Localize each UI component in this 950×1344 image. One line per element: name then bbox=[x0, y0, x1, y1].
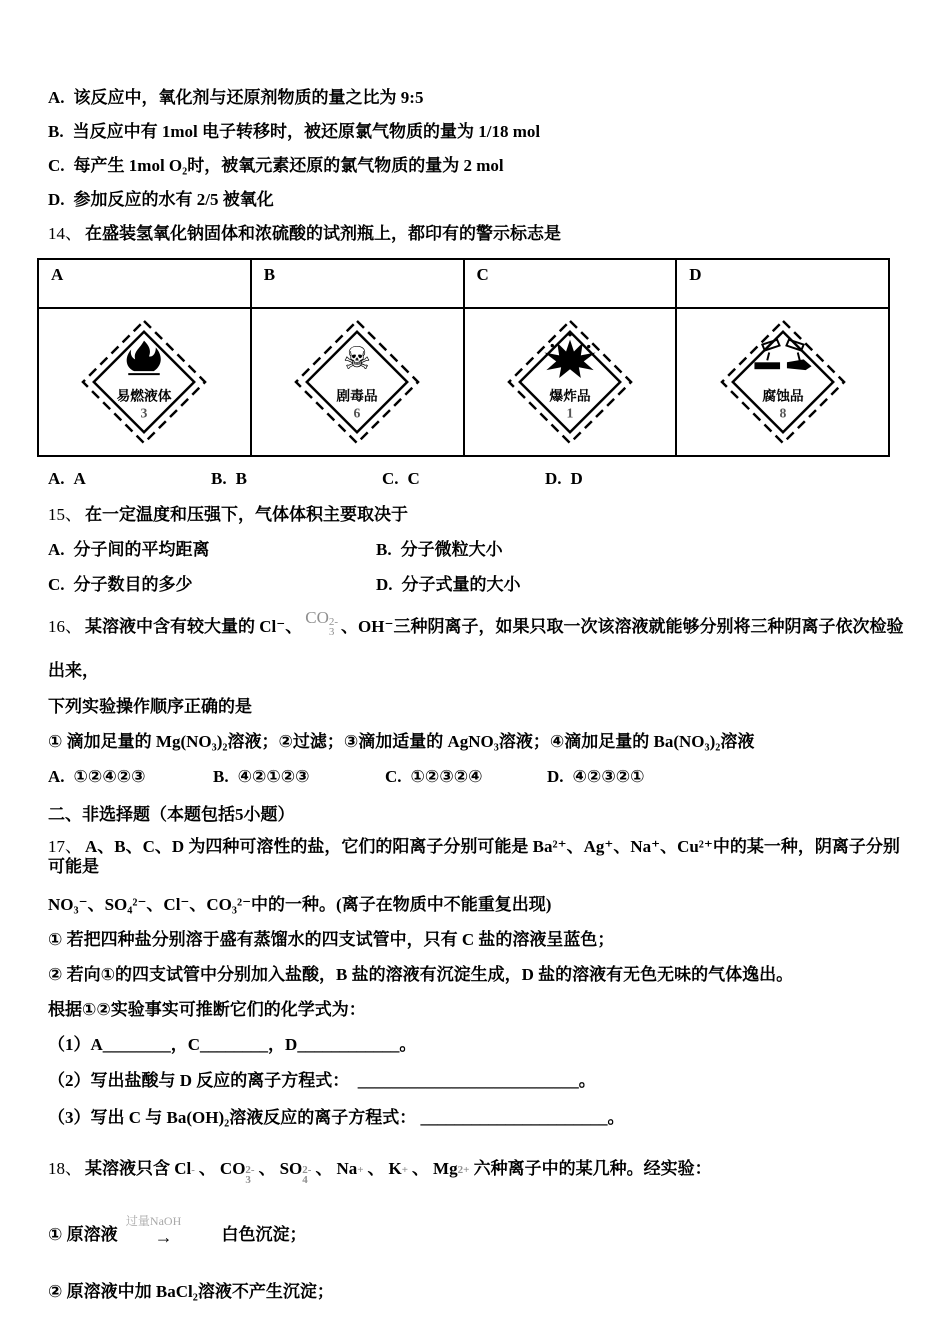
hazard-label-text: 腐蚀品 bbox=[761, 388, 804, 404]
question-text: A、B、C、D 为四种可溶性的盐，它们的阳离子分别可能是 Ba²⁺、Ag⁺、Na⁺、Cu²⁺中的某一种，阴离子分别可能是 bbox=[48, 837, 900, 876]
prev-option-a bbox=[48, 88, 910, 108]
q17-answer-blank-2: （2）写出盐酸与 D 反应的离子方程式： __________________________。 bbox=[48, 1071, 596, 1090]
option: B. ④②①②③ bbox=[213, 767, 310, 786]
question-number: 15、 bbox=[48, 505, 82, 524]
carbonate-ion: CO 2- 3 bbox=[219, 1159, 255, 1186]
magnesium-ion: Mg 2+ bbox=[433, 1159, 470, 1178]
q15-options-row1 bbox=[48, 540, 910, 560]
prev-option-d bbox=[48, 190, 910, 210]
header-cell-d: D bbox=[676, 259, 889, 308]
arrow-icon: → bbox=[154, 1227, 173, 1247]
hazard-class-number: 6 bbox=[353, 405, 361, 421]
carbonate-ion-formula: CO 2- 3 bbox=[305, 608, 339, 638]
potassium-ion: K + bbox=[388, 1159, 409, 1178]
option: D. 分子式量的大小 bbox=[376, 575, 521, 594]
option-label: B. bbox=[48, 122, 64, 141]
q16-options-row bbox=[48, 767, 910, 787]
q17-answer-blank-3: （3）写出 C 与 Ba(OH)₂溶液反应的离子方程式： ______________________。 bbox=[48, 1108, 625, 1127]
q18-stem: 18、 某溶液只含 Cl - 、 CO 2- 3 、 SO 2- 4 、 Na + 、 K + 、 Mg 2+ 六种离子中的某几种。经实验： bbox=[48, 1159, 712, 1186]
option: D. ④②③②① bbox=[547, 767, 645, 786]
option: A. 分子间的平均距离 bbox=[48, 540, 210, 559]
question-text-post: 六种离子中的某几种。经实验： bbox=[473, 1159, 712, 1178]
question-text: 在盛装氢氧化钠固体和浓硫酸的试剂瓶上，都印有的警示标志是 bbox=[85, 224, 561, 243]
hazard-cell-corrosive bbox=[676, 308, 889, 456]
answer-blank: ______________________ bbox=[420, 1108, 608, 1127]
option: C. ①②③②④ bbox=[385, 767, 483, 786]
reaction-arrow bbox=[125, 1214, 191, 1247]
header-cell-b: B bbox=[251, 259, 464, 308]
reaction-subject: 原溶液 bbox=[66, 1225, 118, 1244]
question-number: 18、 bbox=[48, 1159, 82, 1178]
hazard-label-text: 易燃液体 bbox=[116, 388, 172, 404]
q18-experiment-2: ② 原溶液中加 BaCl₂溶液不产生沉淀； bbox=[48, 1282, 334, 1301]
reaction-condition: 过量NaOH bbox=[125, 1214, 182, 1228]
q14-answer-row bbox=[48, 469, 910, 489]
hazard-diamond-flammable bbox=[80, 318, 208, 446]
option: A. ①②④②③ bbox=[48, 767, 146, 786]
question-number: 16、 bbox=[48, 617, 82, 636]
hazard-diamond-corrosive bbox=[719, 318, 847, 446]
answer-option: B. B bbox=[211, 469, 247, 488]
option-text: 每产生 1mol O₂时，被氧元素还原的氯气物质的量为 2 mol bbox=[73, 156, 504, 175]
option: B. 分子微粒大小 bbox=[376, 540, 503, 559]
hazard-label-text: 剧毒品 bbox=[336, 388, 378, 404]
q14-stem bbox=[48, 224, 910, 244]
q17-stem-line2: NO₃⁻、SO₄²⁻、Cl⁻、CO₃²⁻中的一种。(离子在物质中不能重复出现) bbox=[48, 895, 552, 914]
hazard-class-number: 8 bbox=[779, 405, 787, 421]
reaction-result: 白色沉淀； bbox=[221, 1225, 307, 1244]
answer-option: C. C bbox=[382, 469, 420, 488]
q16-stem bbox=[48, 605, 910, 693]
option-text: 该反应中，氧化剂与还原剂物质的量之比为 9:5 bbox=[73, 88, 424, 107]
q17-answer-blank-1: （1）A________，C________，D____________。 bbox=[48, 1035, 417, 1054]
question-number: 17、 bbox=[48, 837, 82, 856]
q17-observation-1: ① 若把四种盐分别溶于盛有蒸馏水的四支试管中，只有 C 盐的溶液呈蓝色； bbox=[48, 930, 615, 949]
question-text-post: 、OH⁻三种阴离子，如果只取一次该溶液就能够分别将三种阴离子依次检验出来， bbox=[48, 617, 904, 680]
hazard-label-text: 爆炸品 bbox=[549, 388, 591, 404]
q17-observation-2: ② 若向①的四支试管中分别加入盐酸，B 盐的溶液有沉淀生成，D 盐的溶液有无色无味的气体逸出。 bbox=[48, 965, 794, 984]
section-heading: 二、非选择题（本题包括5小题） bbox=[48, 805, 295, 824]
q15-options-row2 bbox=[48, 575, 910, 595]
q18-experiment-1 bbox=[48, 1215, 910, 1246]
skull-crossbones-icon: ☠ bbox=[343, 341, 372, 378]
hazard-cell-toxic bbox=[251, 308, 464, 456]
option-text: 当反应中有 1mol 电子转移时，被还原氯气物质的量为 1/18 mol bbox=[72, 122, 541, 141]
table-body-row bbox=[38, 308, 889, 456]
hazard-diamond-toxic bbox=[293, 318, 421, 446]
hazard-class-number: 1 bbox=[566, 405, 574, 421]
sulfate-ion: SO 2- 4 bbox=[279, 1159, 312, 1186]
q15-stem bbox=[48, 505, 910, 525]
option-label: C. bbox=[48, 156, 65, 175]
option-text: 参加反应的水有 2/5 被氧化 bbox=[73, 190, 274, 209]
hazard-diamond-explosive bbox=[506, 318, 634, 446]
option-label: D. bbox=[48, 190, 65, 209]
answer-option: D. D bbox=[545, 469, 583, 488]
answer-option: A. A bbox=[48, 469, 86, 488]
prev-option-b bbox=[48, 122, 910, 142]
hazard-cell-explosive bbox=[464, 308, 677, 456]
hazard-cell-flammable bbox=[38, 308, 251, 456]
hazard-label-table bbox=[37, 258, 890, 457]
answer-blank: __________________________ bbox=[357, 1071, 579, 1090]
header-cell-a: A bbox=[38, 259, 251, 308]
question-text-pre: 某溶液只含 bbox=[85, 1159, 175, 1178]
circled-number: ① bbox=[48, 1225, 63, 1244]
question-text-pre: 某溶液中含有较大量的 Cl⁻、 bbox=[85, 617, 303, 636]
prev-option-c bbox=[48, 156, 910, 176]
option-label: A. bbox=[48, 88, 65, 107]
hazard-class-number: 3 bbox=[140, 405, 148, 421]
chloride-ion: Cl - bbox=[174, 1159, 195, 1178]
question-number: 14、 bbox=[48, 224, 82, 243]
q16-procedures: ① 滴加足量的 Mg(NO₃)₂溶液；②过滤；③滴加适量的 AgNO₃溶液；④滴加足量的 Ba(NO₃)₂溶液 bbox=[48, 732, 755, 751]
q17-stem-line1 bbox=[48, 837, 910, 877]
table-header-row bbox=[38, 259, 889, 308]
question-text: 在一定温度和压强下，气体体积主要取决于 bbox=[85, 505, 408, 524]
q16-stem-line2: 下列实验操作顺序正确的是 bbox=[48, 697, 252, 716]
q17-conclusion-intro: 根据①②实验事实可推断它们的化学式为： bbox=[48, 1000, 366, 1019]
sodium-ion: Na + bbox=[336, 1159, 364, 1178]
option: C. 分子数目的多少 bbox=[48, 575, 193, 594]
header-cell-c: C bbox=[464, 259, 677, 308]
